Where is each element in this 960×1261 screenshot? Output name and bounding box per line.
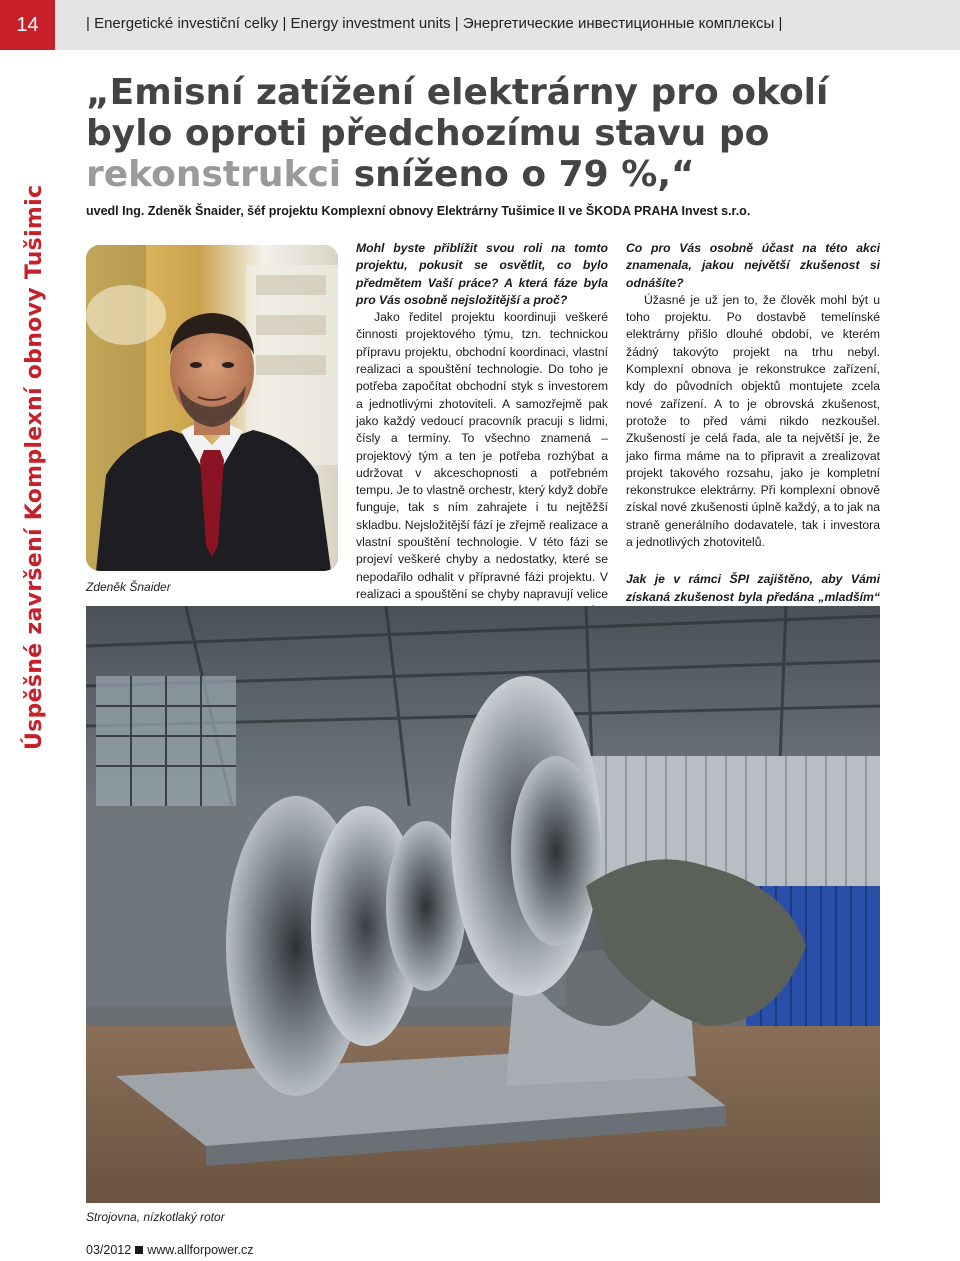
question-1: Mohl byste přiblížit svou roli na tomto projektu, pokusit se osvětlit, co bylo předmětem Vaší práce? A která fáze byla pro Vás osobně nejsložitější a proč?	[356, 241, 608, 307]
issue-number: 03/2012	[86, 1243, 132, 1257]
answer-2: Úžasné je už jen to, že člověk mohl být u toho projektu. Po dostavbě temelínské elektrárny přišlo dlouhé období, ve kterém žádný takovýto projekt na trhu nebyl. Komplexní obnova je rekonstrukce zařízení, kdy do původních objektů montujete zcela nové zařízení. A to je obrovská zkušenost, protože to před vámi nikdo nezkoušel. Zkušeností je celá řada, ale ta největší je, že jako firma máme na to připravit a zrealizovat projekt takového rozsahu, jako je kompletní rekonstrukce elektrárny. Při komplexní obnově získal nové zkušenosti úplně každý, a to jak na straně generálního dodavatele, tak i investora a jednotlivých zhotovitelů.	[626, 292, 880, 550]
headline	[86, 72, 926, 195]
column-2	[626, 240, 880, 623]
headline-line-3	[86, 154, 926, 195]
portrait-caption: Zdeněk Šnaider	[86, 580, 171, 594]
portrait-photo	[86, 245, 338, 571]
column-1	[356, 240, 608, 638]
headline-line-1: „Emisní zatížení elektrárny pro okolí	[86, 72, 829, 113]
square-bullet-icon	[135, 1246, 143, 1254]
website-link[interactable]: www.allforpower.cz	[147, 1243, 254, 1257]
turbine-rotor-photo	[86, 606, 880, 1203]
headline-grey-word: rekonstrukci	[86, 154, 342, 195]
page-number: 14	[0, 0, 55, 50]
answer-1: Jako ředitel projektu koordinuji veškeré činnosti projektového týmu, tzn. technickou přípravu projektu, obchodní koordinaci, vlastní realizaci a spouštění technologie. Do toho je potřeba započítat obchodní styk s investorem a jednotlivými zhotoviteli. A samozřejmě pak jako každý vedoucí pracovník pracuji s lidmi, čísly a termíny. To všechno znamená – projektový tým a ten je potřeba rozhýbat a udržovat v akceschopnosti a potřebném tempu. Je to vlastně orchestr, který když dobře funguje, tak s ním zahrajete i tu nejtěžší skladbu. Nejsložitější fází je zřejmě realizace a vlastní spouštění technologie. V této fázi se projeví veškeré chyby a nedostatky, které se nepodařilo odhalit v přípravné fázi projektu. V realizaci a spouštění se chyby napravují velice	[356, 310, 608, 601]
photo-caption: Strojovna, nízkotlaký rotor	[86, 1210, 225, 1224]
question-2: Co pro Vás osobně účast na této akci znamenala, jakou největší zkušenost si odnášíte?	[626, 241, 880, 290]
side-title: Úspěšné završení Komplexní obnovy Tušimic	[22, 184, 47, 750]
header-bar	[0, 0, 960, 50]
headline-line-2: bylo oproti předchozímu stavu po	[86, 113, 770, 154]
question-3: Jak je v rámci ŠPI zajištěno, aby Vámi získaná zkušenost byla předána „mladším“	[626, 572, 880, 604]
byline: uvedl Ing. Zdeněk Šnaider, šéf projektu Komplexní obnovy Elektrárny Tušimice II ve ŠKODA PRAHA Invest s.r.o.	[86, 204, 751, 218]
running-head: | Energetické investiční celky | Energy investment units | Энергетические инвестиционные комплексы |	[86, 15, 783, 32]
headline-line-3-rest: sníženo o 79 %,“	[341, 154, 695, 195]
footer	[86, 1243, 253, 1257]
